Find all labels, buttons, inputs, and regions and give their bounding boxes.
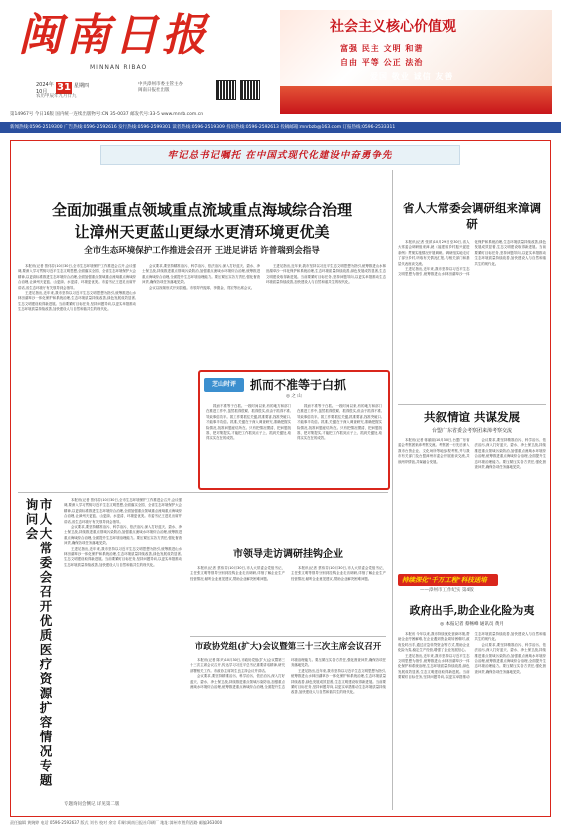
values-banner [280, 10, 552, 114]
date-day: 31 [57, 82, 71, 93]
visit-body [190, 566, 386, 632]
series-tag-sub: ——漳州市工作纪实 第4版 [420, 588, 474, 593]
divider [398, 404, 546, 405]
series-tag: 持续深化"千万工程"科技送培 [398, 574, 498, 586]
commentary-paragraph: 抓而不准等于白抓。一段时间以来,有的地方和部门在推进工作中,虽然抓得很紧、抓得很实,但由于抓得不准,导致事倍功半。抓工作要抓住关键,抓准要害,找准突破口,才能事半功倍。抓准,关键在于深入调查研究,准确把握实际情况,找准问题症结所在。只有把情况摸清、把问题找准、把对策提实,才能把工作抓到点子上、抓到关键处,取得实实在在的成效。 [206, 404, 291, 441]
banner-decoration [280, 86, 552, 114]
lead-paragraph: 本报讯(记者 蔡伟芬)10月30日,全市生态环境保护工作推进会召开,会议强调,要深入学习贯彻习近平生态文明思想,全面落实全国、全省生态环境保护大会精神,以更高标准推进生态环境综合治理,全面加强重点领域重点流域重点海域综合治理,让漳州天更蓝、山更绿、水更清、环境更优美。市委书记王进足出席并讲话,省生态环境厅有关领导到会指导。 [18, 264, 136, 290]
cppcc-headline: 市政协党组(扩大)会议暨第三十三次主席会议召开 [194, 642, 382, 652]
lead-column-1 [18, 264, 136, 486]
lead-paragraph: 王进足指出,近年来,我市坚持以习近平生态文明思想为指引,统筹推进山水林田湖草沙一体化保护和系统治理,生态环境质量持续改善,绿色发展成效显著,生态文明建设取得新进展。当前要紧盯目标任务,坚持问题导向,以更实举措推动生态环境质量持续改善,加快建设人与自然和谐共生的现代化。 [266, 264, 386, 285]
cppcc-paragraph: 本报讯(记者 陈尹)10月30日,市政协党组(扩大)会议暨第三十三次主席会议召开,传达学习习近平总书记重要讲话精神,研究部署相关工作。市政协主席刘生良主持会议并讲话。 [190, 658, 285, 673]
gov-help-author: ◎ 本报记者 蔡畅峰 通讯员 黄月 [440, 622, 504, 627]
banner-row-1: 富强 民主 文明 和谐 [340, 44, 424, 53]
exchange-paragraph: 会议要求,要坚持精准治污、科学治污、依法治污,深入打好蓝天、碧水、净土保卫战,持续推进重点领域污染防治,加强重点流域水环境综合治理,统筹推进重点海域综合治理,全面提升生态环境治理能力。要压紧压实各方责任,强化督查问责,确保各项任务落地见效。 [474, 438, 546, 470]
sponsor-text: 中共漳州市委主管主办 闽南日报社出版 [138, 82, 183, 94]
commentary-author: ◎ 之 山 [286, 394, 302, 399]
visit-paragraph: 本报讯(记者 蔡伟芬)10月30日,市人大常委会党组书记、主任张文明等领导分别到挂钩企业走访调研,详细了解企业生产经营情况,倾听企业意见建议,帮助企业解决困难问题。 [291, 566, 386, 581]
date-lunar: 农历甲辰年九月廿九 [36, 94, 77, 99]
banner-title: 社会主义核心价值观 [330, 19, 456, 35]
banner-row-3: 爱国 敬业 诚信 友善 [370, 72, 454, 81]
npc-paragraph: 王进足指出,近年来,我市坚持以习近平生态文明思想为指引,统筹推进山水林田湖草沙一体化保护和系统治理,生态环境质量持续改善,绿色发展成效显著,生态文明建设取得新进展。当前要紧盯目标任务,坚持问题导向,以更实举措推动生态环境质量持续改善,加快建设人与自然和谐共生的现代化。 [64, 546, 182, 567]
lead-column-3 [266, 264, 386, 366]
provincial-npc-body [398, 240, 546, 400]
npc-paragraph: 本报讯(记者 蔡伟芬)10月30日,全市生态环境保护工作推进会召开,会议强调,要深入学习贯彻习近平生态文明思想,全面落实全国、全省生态环境保护大会精神,以更高标准推进生态环境综合治理,全面加强重点领域重点流域重点海域综合治理,让漳州天更蓝、山更绿、水更清、环境更优美。市委书记王进足出席并讲话,省生态环境厅有关领导到会指导。 [64, 498, 182, 524]
commentary-paragraph: 抓而不准等于白抓。一段时间以来,有的地方和部门在推进工作中,虽然抓得很紧、抓得很实,但由于抓得不准,导致事倍功半。抓工作要抓住关键,抓准要害,找准突破口,才能事半功倍。抓准,关键在于深入调查研究,准确把握实际情况,找准问题症结所在。只有把情况摸清、把问题找准、把对策提实,才能把工作抓到点子上、抓到关键处,取得实实在在的成效。 [297, 404, 382, 441]
qr-code-icon [240, 80, 260, 100]
visit-headline: 市领导走访调研挂钩企业 [233, 549, 343, 560]
lead-column-2 [142, 264, 260, 366]
issue-info: 第14967号 今日16版 国内统一连续出版物号:CN 35-0037 邮发代号:33-5 www.mnrb.com.cn [10, 112, 204, 117]
visit-paragraph: 本报讯(记者 蔡伟芬)10月30日,市人大常委会党组书记、主任张文明等领导分别到挂钩企业走访调研,详细了解企业生产经营情况,倾听企业意见建议,帮助企业解决困难问题。 [190, 566, 285, 581]
date-weekday: 星期四 [74, 83, 90, 89]
banner-row-2: 自由 平等 公正 法治 [340, 58, 424, 67]
slogan-ribbon: 牢记总书记嘱托 在中国式现代化建设中奋勇争先 [100, 145, 460, 165]
exchange-subtitle: 台盟广东省委会考察团来漳考察交流 [431, 428, 512, 434]
date-year-month: 2024年 10月 [36, 82, 54, 95]
exchange-paragraph: 本报讯(记者 蒋丽丽)10月30日,台盟广东省委会考察团来漳考察交流。考察团一行先后深入我市台资企业、文化场所等地参观考察,并与我市有关部门及台盟漳州市委会开展座谈交流,共叙两岸情谊,共谋融合发展。 [398, 438, 470, 464]
npc-inquiry-headline: 市人大常委会召开优质医疗资源扩容情况专题询问会 [24, 498, 53, 788]
gov-help-paragraph: 会议要求,要坚持精准治污、科学治污、依法治污,深入打好蓝天、碧水、净土保卫战,持续推进重点领域污染防治,加强重点流域水环境综合治理,统筹推进重点海域综合治理,全面提升生态环境治理能力。要压紧压实各方责任,强化督查问责,确保各项任务落地见效。 [474, 642, 546, 674]
page-footer: 责任编辑 黄婉婷 电话 0596-2592637 版式 刘书 校对 余宗 印刷:闽南日报社印刷厂 地址:漳州市胜利西路 邮编363000 [10, 820, 223, 825]
lead-paragraph: 王进足指出,近年来,我市坚持以习近平生态文明思想为指引,统筹推进山水林田湖草沙一体化保护和系统治理,生态环境质量持续改善,绿色发展成效显著,生态文明建设取得新进展。当前要紧盯目标任务,坚持问题导向,以更实举措推动生态环境质量持续改善,加快建设人与自然和谐共生的现代化。 [18, 291, 136, 312]
cppcc-paragraph: 会议要求,要坚持精准治污、科学治污、依法治污,深入打好蓝天、碧水、净土保卫战,持续推进重点领域污染防治,加强重点流域水环境综合治理,统筹推进重点海域综合治理,全面提升生态环境治理能力。要压紧压实各方责任,强化督查问责,确保各项任务落地见效。 [190, 658, 386, 690]
lead-paragraph: 会议以视频形式开到县级。市领导许振球、李德金、郑宏等出席会议。 [149, 285, 255, 290]
lead-headline-line1: 全面加强重点领域重点流域重点海域综合治理 [51, 201, 352, 219]
gov-help-paragraph: 王进足指出,近年来,我市坚持以习近平生态文明思想为指引,统筹推进山水林田湖草沙一体化保护和系统治理,生态环境质量持续改善,绿色发展成效显著,生态文明建设取得新进展。当前要紧盯目标任务,坚持问题导向,以更实举措推动生态环境质量持续改善,加快建设人与自然和谐共生的现代化。 [398, 632, 546, 680]
npc-paragraph: 会议要求,要坚持精准治污、科学治污、依法治污,深入打好蓝天、碧水、净土保卫战,持续推进重点领域污染防治,加强重点流域水环境综合治理,统筹推进重点海域综合治理,全面提升生态环境治理能力。要压紧压实各方责任,强化督查问责,确保各项任务落地见效。 [64, 525, 182, 546]
provincial-npc-headline: 省人大常委会调研组来漳调研 [403, 201, 541, 231]
cppcc-body [190, 658, 386, 808]
commentary-title: 抓而不准等于白抓 [250, 378, 347, 392]
lead-paragraph: 会议要求,要坚持精准治污、科学治污、依法治污,深入打好蓝天、碧水、净土保卫战,持续推进重点领域污染防治,加强重点流域水环境综合治理,统筹推进重点海域综合治理,全面提升生态环境治理能力。要压紧压实各方责任,强化督查问责,确保各项任务落地见效。 [142, 264, 260, 285]
hotline-bar: 新闻热线:0596-2519300 广告热线:0596-2592616 发行热线:0596-2599301 读者热线:0596-2519309 投诉热线:0596-2592613 投稿邮箱:mnrbzb@163.com 订报热线:0596-2533311 [0, 122, 561, 133]
newspaper-pinyin: MINNAN RIBAO [90, 64, 148, 71]
divider [18, 492, 388, 493]
exchange-headline: 共叙情谊 共谋发展 [423, 410, 520, 424]
npc-inquiry-body [64, 498, 182, 798]
newspaper-title: 闽南日报 [18, 10, 210, 61]
commentary-box [198, 370, 390, 490]
commentary-tag: 芝山时评 [204, 378, 244, 392]
qr-code-icon [216, 80, 236, 100]
lead-subtitle: 全市生态环境保护工作推进会召开 王进足讲话 许普瑞到会指导 [84, 246, 320, 256]
divider [190, 636, 386, 637]
exchange-body [398, 438, 546, 568]
commentary-body [206, 404, 382, 486]
divider [392, 170, 393, 810]
gov-help-headline: 政府出手,助企业化险为夷 [409, 604, 535, 617]
gov-help-body [398, 632, 546, 808]
lead-headline-line2: 让漳州天更蓝山更绿水更清环境更优美 [74, 223, 330, 241]
provincial-npc-paragraph: 本报讯(记者 张萍)10月29日至30日,省人大常委会调研组来漳,就《福建省乡村振兴促进条例》贯彻实施情况开展调研。调研组实地走访了部分乡村,听取有关情况汇报,与相关部门和基层代表座谈交流。 [398, 240, 470, 266]
npc-inquiry-sub: 专题询问会侧记 详见第二版 [64, 802, 120, 807]
cppcc-paragraph: 王进足指出,近年来,我市坚持以习近平生态文明思想为指引,统筹推进山水林田湖草沙一体化保护和系统治理,生态环境质量持续改善,绿色发展成效显著,生态文明建设取得新进展。当前要紧盯目标任务,坚持问题导向,以更实举措推动生态环境质量持续改善,加快建设人与自然和谐共生的现代化。 [291, 668, 386, 695]
provincial-npc-paragraph: 王进足指出,近年来,我市坚持以习近平生态文明思想为指引,统筹推进山水林田湖草沙一体化保护和系统治理,生态环境质量持续改善,绿色发展成效显著,生态文明建设取得新进展。当前要紧盯目标任务,坚持问题导向,以更实举措推动生态环境质量持续改善,加快建设人与自然和谐共生的现代化。 [398, 240, 546, 277]
gov-help-paragraph: 本报讯 今年以来,我市持续优化营商环境,帮助企业纾困解难,在企业遇到资金周转困难时,政府及时出手,通过应急转贷资金等方式,帮助企业化险为夷,稳定生产经营,增强了企业发展信心。 [398, 632, 470, 653]
